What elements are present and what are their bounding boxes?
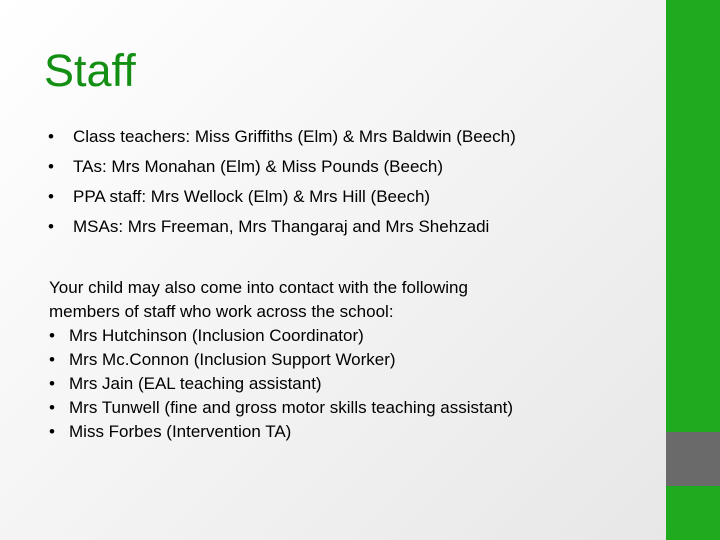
list-item-text: PPA staff: Mrs Wellock (Elm) & Mrs Hill (Beech) — [73, 187, 431, 206]
paragraph-item-text: Mrs Hutchinson (Inclusion Coordinator) — [69, 326, 364, 345]
paragraph-item — [49, 420, 649, 444]
bullet-icon: • — [48, 217, 54, 236]
list-item — [48, 182, 516, 212]
bullet-icon: • — [49, 422, 55, 441]
paragraph-item — [49, 396, 649, 420]
paragraph-item — [49, 324, 649, 348]
list-item-text: TAs: Mrs Monahan (Elm) & Miss Pounds (Beech) — [73, 157, 444, 176]
paragraph-item-text: Mrs Tunwell (fine and gross motor skills teaching assistant) — [69, 398, 514, 417]
bullet-icon: • — [48, 187, 54, 206]
paragraph-item-text: Miss Forbes (Intervention TA) — [69, 422, 292, 441]
accent-square-gray — [666, 432, 720, 486]
paragraph-item-text: Mrs Mc.Connon (Inclusion Support Worker) — [69, 350, 396, 369]
staff-list — [48, 122, 516, 242]
list-item — [48, 212, 516, 242]
paragraph-item — [49, 348, 649, 372]
additional-staff-paragraph — [49, 276, 649, 444]
paragraph-line: Your child may also come into contact with the following — [49, 278, 468, 297]
list-item-text: Class teachers: Miss Griffiths (Elm) & Mrs Baldwin (Beech) — [73, 127, 516, 146]
bullet-icon: • — [48, 127, 54, 146]
bullet-icon: • — [48, 157, 54, 176]
bullet-icon: • — [49, 398, 55, 417]
list-item-text: MSAs: Mrs Freeman, Mrs Thangaraj and Mrs Shehzadi — [73, 217, 490, 236]
paragraph-item — [49, 372, 649, 396]
paragraph-item-text: Mrs Jain (EAL teaching assistant) — [69, 374, 322, 393]
list-item — [48, 152, 516, 182]
list-item — [48, 122, 516, 152]
bullet-icon: • — [49, 326, 55, 345]
bullet-icon: • — [49, 374, 55, 393]
slide-title: Staff — [44, 45, 136, 96]
bullet-icon: • — [49, 350, 55, 369]
paragraph-line: members of staff who work across the school: — [49, 302, 394, 321]
